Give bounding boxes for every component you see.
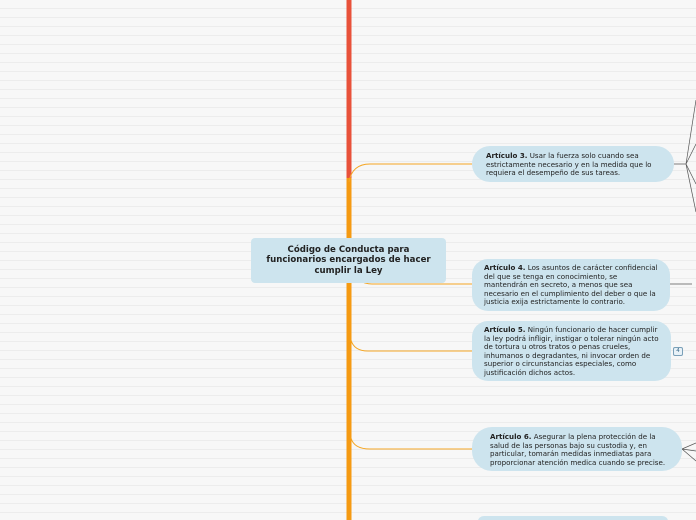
article-5-heading: Artículo 5. <box>484 325 526 334</box>
central-topic-title: Código de Conducta para funcionarios encargados de hacer cumplir la Ley <box>266 244 431 276</box>
article-3-heading: Artículo 3. <box>486 151 528 160</box>
branch-connector-6 <box>351 438 472 449</box>
article-4-heading: Artículo 4. <box>484 263 526 272</box>
article-6-node[interactable] <box>472 427 682 471</box>
article-6-heading: Artículo 6. <box>490 432 532 441</box>
article-4-text: Los asuntos de carácter confidencial del que se tenga en conocimiento, se mantendrán en secreto, a menos que sea necesario en el cumplimiento del deber o que la justicia exija estrictamente lo contrario. <box>484 263 658 307</box>
child-connector-6 <box>682 443 696 461</box>
article-4-node[interactable] <box>472 259 670 311</box>
article-3-text: Usar la fuerza solo cuando sea estrictamente necesario y en la medida que lo requiera el desempeño de sus tareas. <box>486 151 652 178</box>
bottom-node-partial <box>478 516 668 520</box>
branch-connector-5 <box>351 340 472 351</box>
article-5-node[interactable] <box>472 321 671 381</box>
article-3-node[interactable] <box>472 146 674 182</box>
article-5-text: Ningún funcionario de hacer cumplir la ley podrá infligir, instigar o tolerar ningún acto de tortura u otros tratos o penas crueles, inhumanos o degradantes, ni invocar orden de superior o circunstancias especiales, como justificación dichos actos. <box>484 325 659 377</box>
collapsed-children-badge[interactable]: 4 <box>673 347 683 356</box>
branch-connector-3 <box>349 164 472 182</box>
child-connector-3 <box>674 100 696 212</box>
central-topic[interactable] <box>251 238 446 283</box>
article-6-text: Asegurar la plena protección de la salud de las personas bajo su custodia y, en particular, tomarán medidas inmediatas para proporcionar atención medica cuando se precise. <box>490 432 666 467</box>
